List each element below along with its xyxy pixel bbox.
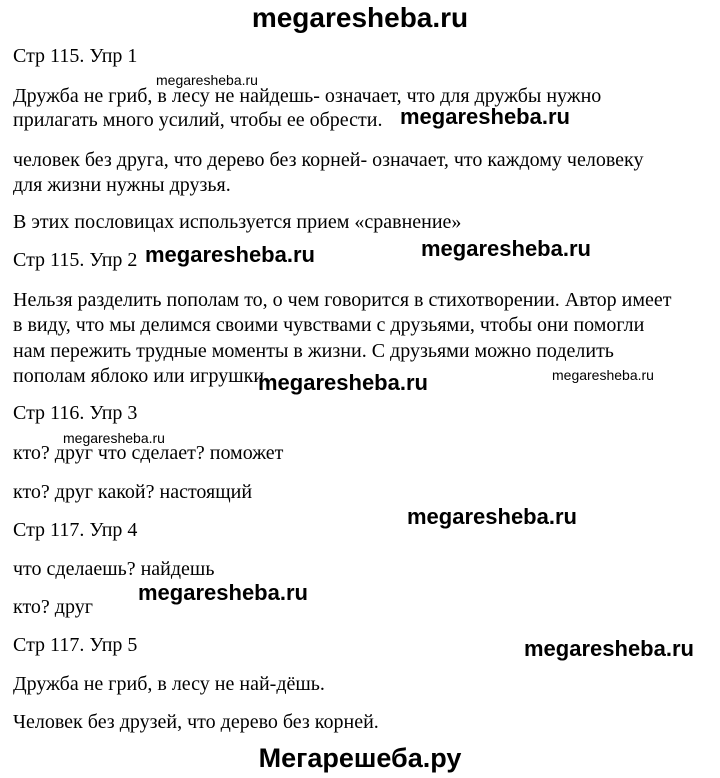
watermark: megaresheba.ru — [400, 104, 570, 129]
watermark: megaresheba.ru — [258, 370, 428, 395]
watermark: megaresheba.ru — [421, 236, 591, 261]
paragraph-line: В этих пословицах используется прием «сравнение» — [13, 211, 462, 233]
watermark: megaresheba.ru — [138, 580, 308, 605]
watermark: megaresheba.ru — [407, 504, 577, 529]
paragraph-line: Человек без друзей, что дерево без корней. — [13, 711, 379, 733]
watermark: megaresheba.ru — [156, 72, 258, 88]
section-heading: Стр 115. Упр 2 — [13, 249, 138, 271]
paragraph-line: пополам яблоко или игрушки. — [13, 365, 270, 387]
paragraph-line: что сделаешь? найдешь — [13, 558, 215, 580]
section-heading: Стр 117. Упр 4 — [13, 519, 138, 541]
paragraph-line: Нельзя разделить пополам то, о чем говорится в стихотворении. Автор имеет — [13, 289, 672, 311]
section-heading: Стр 117. Упр 5 — [13, 634, 138, 656]
watermark: megaresheba.ru — [145, 242, 315, 267]
paragraph-line: нам пережить трудные моменты в жизни. С друзьями можно поделить — [13, 340, 614, 362]
paragraph-line: кто? друг — [13, 596, 93, 618]
site-footer: Мегарешеба.ру — [258, 743, 462, 773]
paragraph-line: человек без друга, что дерево без корней- означает, что каждому человеку — [13, 149, 644, 171]
watermark: megaresheba.ru — [63, 430, 165, 446]
paragraph-line: Дружба не гриб, в лесу не най-дёшь. — [13, 673, 325, 695]
section-heading: Стр 115. Упр 1 — [13, 45, 138, 67]
paragraph-line: в виду, что мы делимся своими чувствами с друзьями, чтобы они помогли — [13, 314, 645, 336]
paragraph-line: прилагать много усилий, чтобы ее обрести. — [13, 109, 383, 131]
paragraph-line: для жизни нужны друзья. — [13, 174, 231, 196]
site-header: megaresheba.ru — [251, 2, 469, 33]
paragraph-line: Дружба не гриб, в лесу не найдешь- означает, что для дружбы нужно — [13, 85, 602, 107]
paragraph-line: кто? друг что сделает? поможет — [13, 442, 284, 464]
watermark: megaresheba.ru — [552, 367, 654, 383]
paragraph-line: кто? друг какой? настоящий — [13, 481, 253, 503]
watermark: megaresheba.ru — [524, 636, 694, 661]
section-heading: Стр 116. Упр 3 — [13, 402, 138, 424]
